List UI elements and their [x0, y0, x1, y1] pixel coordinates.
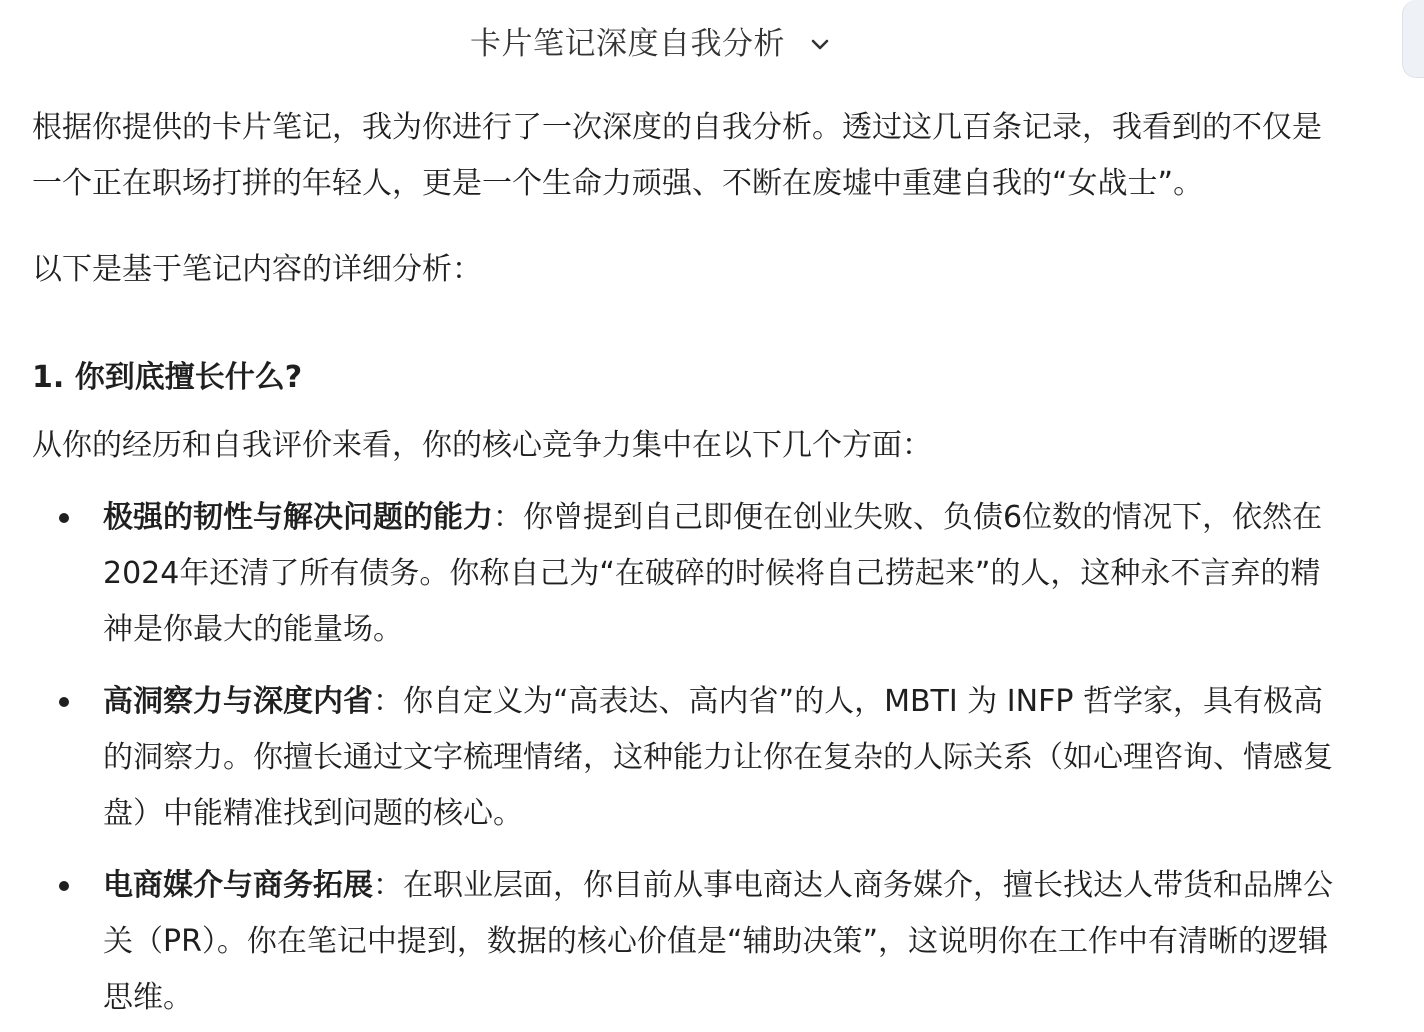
intro-paragraph-line-2: 一个正在职场打拼的年轻人，更是一个生命力顽强、不断在废墟中重建自我的“女战士”。 — [32, 166, 1204, 201]
list-item-line-2: 2024年还清了所有债务。你称自己为“在破碎的时候将自己捞起来”的人，这种永不言弃的精 — [103, 556, 1321, 591]
title-dropdown[interactable] — [470, 22, 833, 66]
list-item-line-3: 思维。 — [103, 980, 193, 1015]
lead-paragraph: 以下是基于笔记内容的详细分析： — [32, 252, 482, 287]
list-item-title: 高洞察力与深度内省 — [103, 684, 373, 719]
top-bar — [0, 0, 1424, 88]
section-heading: 1. 你到底擅长什么? — [32, 360, 303, 395]
intro-paragraph-line-1: 根据你提供的卡片笔记，我为你进行了一次深度的自我分析。透过这几百条记录，我看到的不仅是 — [32, 110, 1322, 145]
list-item-line-3: 神是你最大的能量场。 — [103, 612, 403, 647]
side-panel-toggle[interactable] — [1402, 0, 1424, 78]
bullet-dot-icon — [59, 697, 69, 707]
list-item-line-1 — [103, 674, 1323, 730]
list-item-line-1 — [103, 490, 1322, 546]
chevron-down-icon[interactable] — [807, 31, 833, 57]
bullet-dot-icon — [59, 513, 69, 523]
bullet-dot-icon — [59, 881, 69, 891]
list-item-title: 极强的韧性与解决问题的能力 — [103, 500, 493, 535]
section-subtitle: 从你的经历和自我评价来看，你的核心竞争力集中在以下几个方面： — [32, 428, 932, 463]
page-title: 卡片笔记深度自我分析 — [470, 26, 785, 62]
list-item-line-2: 关（PR）。你在笔记中提到，数据的核心价值是“辅助决策”，这说明你在工作中有清晰的逻辑 — [103, 924, 1329, 959]
list-item-text: ：你曾提到自己即便在创业失败、负债6位数的情况下，依然在 — [493, 500, 1323, 535]
list-item-title: 电商媒介与商务拓展 — [103, 868, 373, 903]
list-item-line-2: 的洞察力。你擅长通过文字梳理情绪，这种能力让你在复杂的人际关系（如心理咨询、情感复 — [103, 740, 1333, 775]
list-item-line-3: 盘）中能精准找到问题的核心。 — [103, 796, 523, 831]
list-item-text: ：你自定义为“高表达、高内省”的人，MBTI 为 INFP 哲学家，具有极高 — [373, 684, 1323, 719]
list-item-text: ：在职业层面，你目前从事电商达人商务媒介，擅长找达人带货和品牌公 — [373, 868, 1333, 903]
list-item-line-1 — [103, 858, 1333, 914]
